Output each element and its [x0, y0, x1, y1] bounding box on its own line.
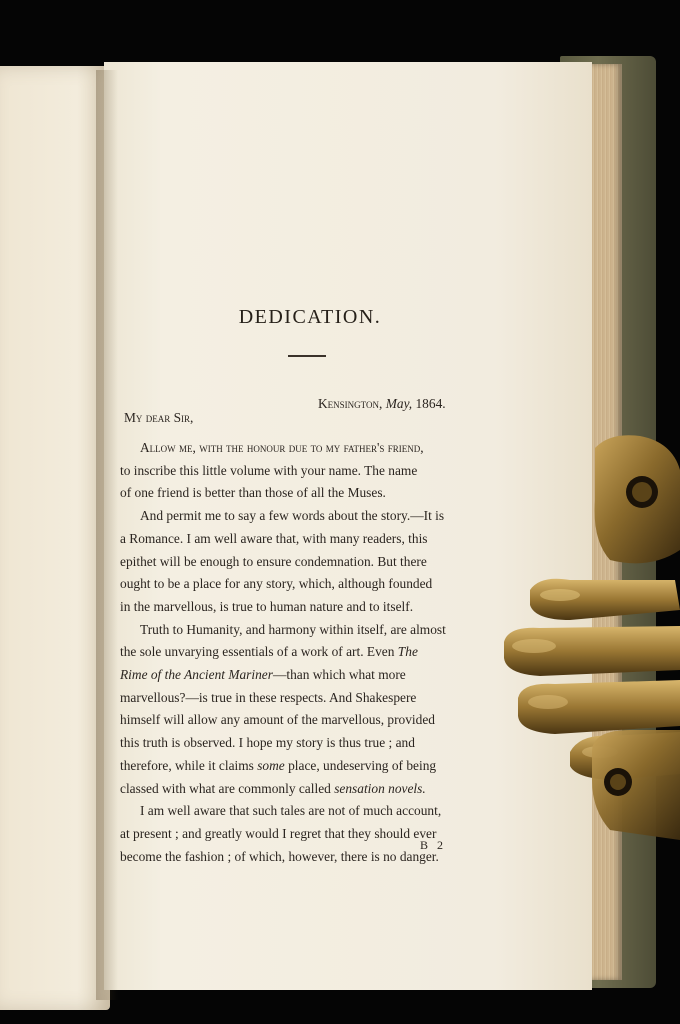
text-line: at present ; and greatly would I regret that they should ever	[120, 825, 437, 841]
salutation: My dear Sir,	[124, 410, 194, 425]
heading-rule	[288, 355, 326, 357]
text-line: Truth to Humanity, and harmony within itself, are almost	[140, 621, 446, 637]
italic-phrase: sensation novels.	[334, 780, 426, 796]
text-line: this truth is observed. I hope my story is thus true ; and	[120, 735, 415, 751]
dateline-place: Kensington,	[318, 396, 383, 411]
text-line-content: therefore, while it claims	[120, 757, 254, 773]
italic-word: The	[397, 644, 418, 660]
text-line: And permit me to say a few words about the story.—It is	[140, 508, 445, 524]
text-line-content: the sole unvarying essentials of a work of art. Even	[120, 644, 395, 660]
dateline-month: May,	[385, 396, 413, 411]
text-line-content: classed with what are commonly called	[120, 780, 331, 796]
italic-title: Rime of the Ancient Mariner	[120, 667, 273, 683]
text-line-content: Allow me, with the honour due to my father's friend,	[140, 440, 424, 455]
text-line	[120, 437, 496, 460]
left-page	[0, 66, 110, 1010]
dateline	[318, 396, 446, 412]
text-line: ought to be a place for any story, which, although founded	[120, 576, 433, 592]
text-line: marvellous?—is true in these respects. And Shakespere	[120, 689, 417, 705]
dedication-body	[120, 437, 496, 868]
signature-mark: B 2	[420, 838, 447, 852]
dateline-year: 1864.	[415, 396, 446, 411]
text-line-content: —than which what more	[272, 667, 406, 683]
text-line	[120, 641, 496, 664]
text-line: I am well aware that such tales are not of much account,	[140, 803, 442, 819]
text-line	[120, 755, 496, 778]
text-line-content: place, undeserving of being	[288, 757, 437, 773]
text-line: of one friend is better than those of all the Muses.	[120, 485, 386, 501]
text-line	[120, 778, 496, 801]
italic-word: some	[257, 757, 285, 773]
brass-hand-icon	[500, 430, 680, 840]
text-line: himself will allow any amount of the marvellous, provided	[120, 712, 435, 728]
text-line: epithet will be enough to ensure condemnation. But there	[120, 553, 427, 569]
text-line: a Romance. I am well aware that, with many readers, this	[120, 530, 428, 546]
text-line: become the fashion ; of which, however, there is no danger.	[120, 848, 439, 864]
text-line: to inscribe this little volume with your name. The name	[120, 462, 418, 478]
text-line	[120, 664, 496, 687]
book-gutter-shadow	[96, 70, 118, 1000]
text-line: in the marvellous, is true to human nature and to itself.	[120, 598, 414, 614]
page-title: DEDICATION.	[238, 306, 382, 328]
